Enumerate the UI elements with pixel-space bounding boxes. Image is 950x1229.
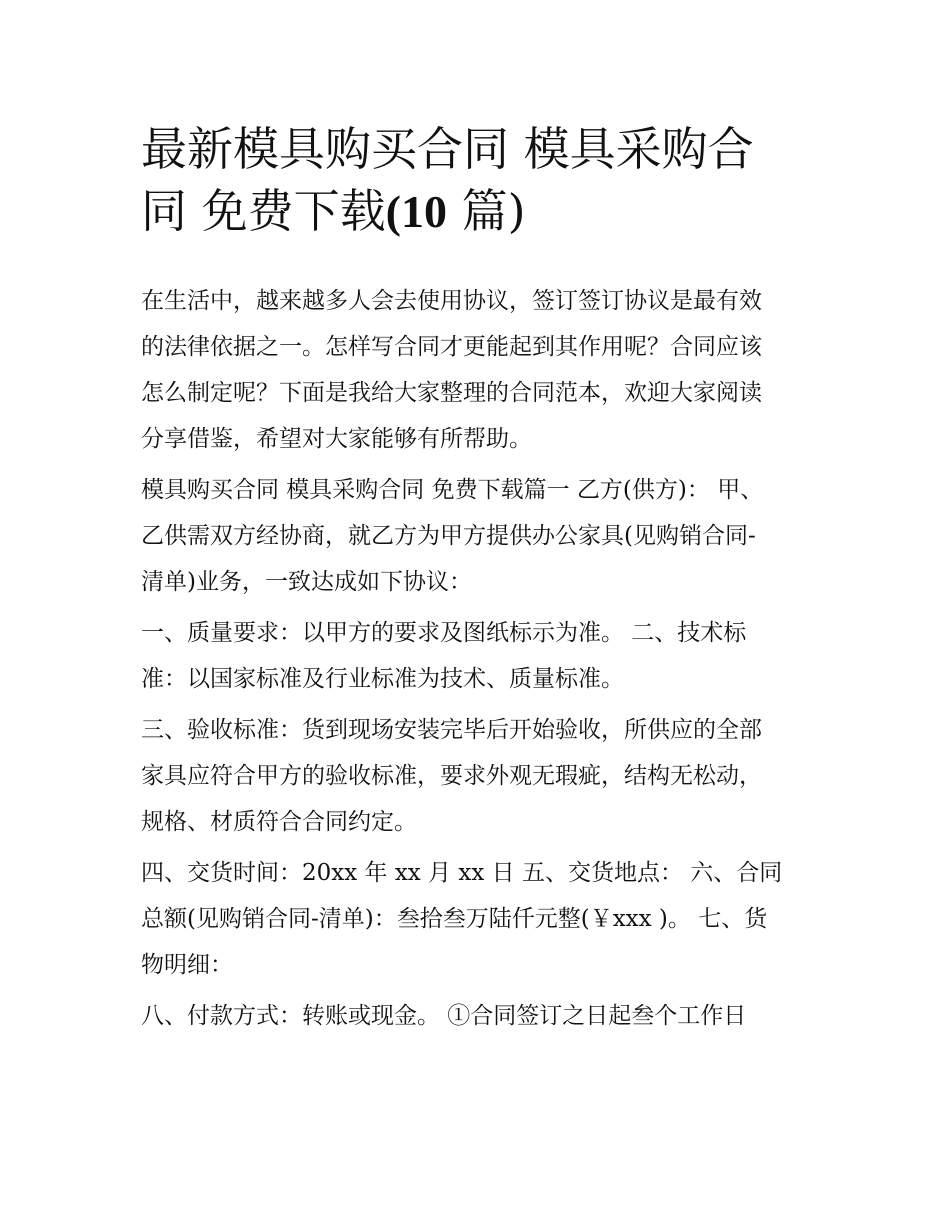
title-unit: 篇) bbox=[461, 184, 526, 238]
text-line: 清单)业务，一致达成如下协议： bbox=[141, 569, 472, 595]
text-line: 乙供需双方经协商，就乙方为甲方提供办公家具(见购销合同- bbox=[141, 523, 756, 549]
document-body bbox=[141, 278, 831, 1044]
text-line: 怎么制定呢？下面是我给大家整理的合同范本，欢迎大家阅读 bbox=[141, 380, 762, 406]
contract-preamble-paragraph bbox=[141, 467, 831, 605]
quality-clause-paragraph bbox=[141, 610, 831, 702]
title-line: 最新模具购买合同 模具采购合 bbox=[141, 122, 754, 176]
text-line: 一、质量要求：以甲方的要求及图纸标示为准。 二、技术标 bbox=[141, 620, 747, 646]
title-count: (10 bbox=[385, 186, 447, 237]
payment-clause-paragraph bbox=[141, 993, 831, 1039]
title-text: 同 免费下载 bbox=[141, 184, 386, 238]
text-line: 四、交货时间：20xx 年 xx 月 xx 日 五、交货地点： 六、合同 bbox=[141, 860, 783, 886]
text-line: 家具应符合甲方的验收标准，要求外观无瑕疵，结构无松动， bbox=[141, 763, 762, 789]
text-line: 总额(见购销合同-清单)：叁拾叁万陆仟元整(￥xxx )。 七、货 bbox=[141, 906, 768, 932]
text-line: 在生活中，越来越多人会去使用协议，签订签订协议是最有效 bbox=[141, 288, 762, 314]
text-line: 的法律依据之一。怎样写合同才更能起到其作用呢？合同应该 bbox=[141, 334, 762, 360]
text-line: 物明细： bbox=[141, 952, 233, 978]
text-line: 分享借鉴，希望对大家能够有所帮助。 bbox=[141, 426, 532, 452]
acceptance-clause-paragraph bbox=[141, 707, 831, 845]
text-line: 准：以国家标准及行业标准为技术、质量标准。 bbox=[141, 666, 624, 692]
title-line bbox=[141, 180, 821, 243]
text-line: 八、付款方式：转账或现金。 ①合同签订之日起叁个工作日 bbox=[141, 1003, 747, 1029]
intro-paragraph bbox=[141, 278, 831, 462]
text-line: 三、验收标准：货到现场安装完毕后开始验收，所供应的全部 bbox=[141, 717, 762, 743]
text-line: 规格、材质符合合同约定。 bbox=[141, 809, 417, 835]
delivery-clause-paragraph bbox=[141, 850, 831, 988]
text-line: 模具购买合同 模具采购合同 免费下载篇一 乙方(供方)： 甲、 bbox=[141, 477, 764, 503]
document-title bbox=[141, 118, 821, 243]
